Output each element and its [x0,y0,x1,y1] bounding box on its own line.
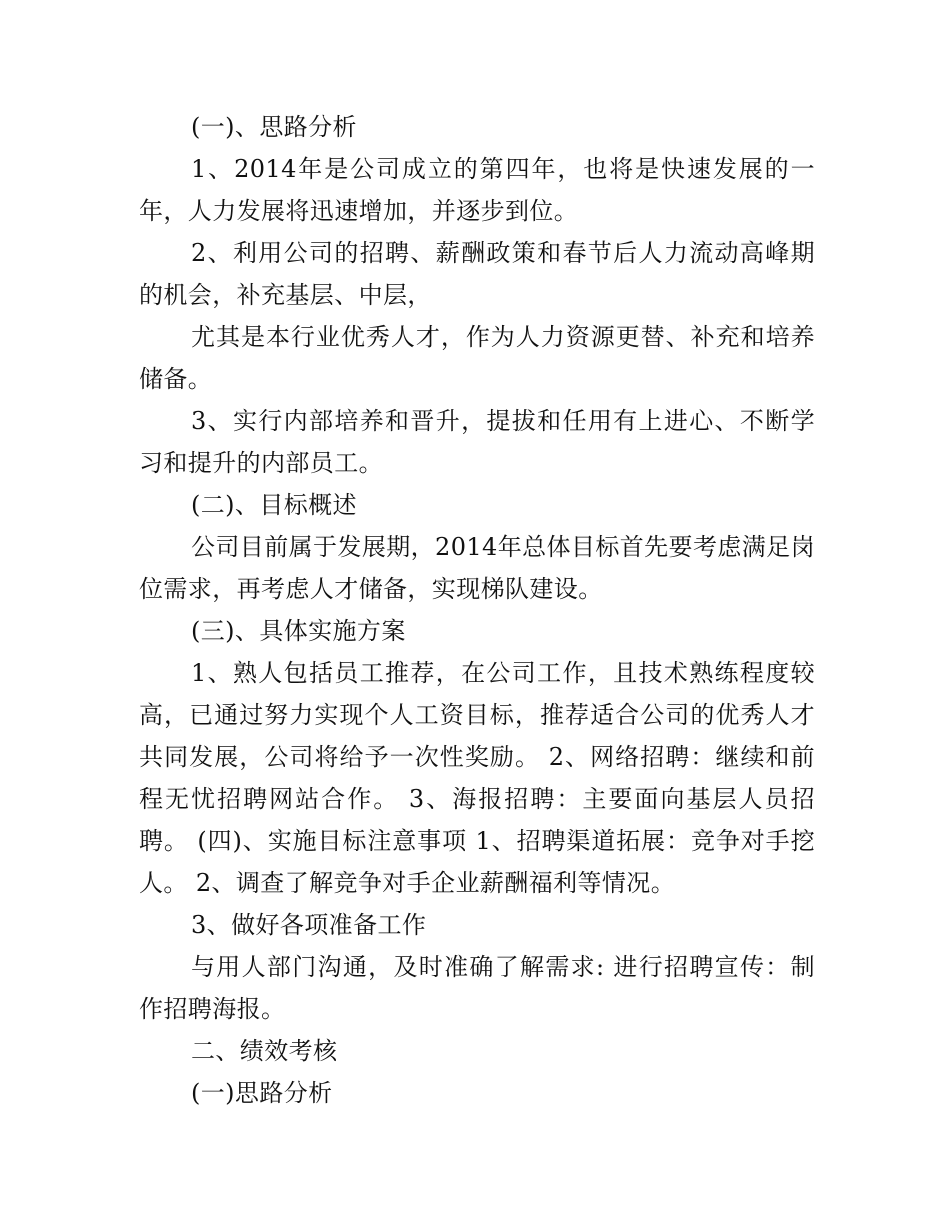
paragraph-point-2: 2、利用公司的招聘、薪酬政策和春节后人力流动高峰期的机会，补充基层、中层， [139,239,815,309]
section-heading-performance: 二、绩效考核 [191,1037,338,1065]
paragraph-point-2-continued: 尤其是本行业优秀人才，作为人力资源更替、补充和培养储备。 [139,323,815,393]
paragraph-goals: 公司目前属于发展期，2014年总体目标首先要考虑满足岗位需求，再考虑人才储备，实现梯队建设。 [139,533,815,603]
section-heading-goals: (二)、目标概述 [191,491,357,519]
paragraph-point-1: 1、2014年是公司成立的第四年，也将是快速发展的一年，人力发展将迅速增加，并逐步到位。 [139,155,815,225]
paragraph-preparation: 与用人部门沟通，及时准确了解需求: 进行招聘宣传：制作招聘海报。 [139,953,815,1023]
paragraph-preparation-heading: 3、做好各项准备工作 [191,911,427,939]
paragraph-point-3: 3、实行内部培养和晋升，提拔和任用有上进心、不断学习和提升的内部员工。 [139,407,815,477]
section-heading-thinking: (一)、思路分析 [191,113,357,141]
paragraph-implementation: 1、熟人包括员工推荐，在公司工作，且技术熟练程度较高，已通过努力实现个人工资目标，推荐适合公司的优秀人才共同发展，公司将给予一次性奖励。 2、网络招聘：继续和前程无忧招聘网站合作。 3、海报招聘：主要面向基层人员招聘。 (四)、实施目标注意事项 1、招聘渠道拓展：竞争对手挖人。 2、调查了解竞争对手企业薪酬福利等情况。 [139,659,815,897]
section-heading-implementation: (三)、具体实施方案 [191,617,406,645]
subsection-heading-thinking: (一)思路分析 [191,1079,333,1107]
